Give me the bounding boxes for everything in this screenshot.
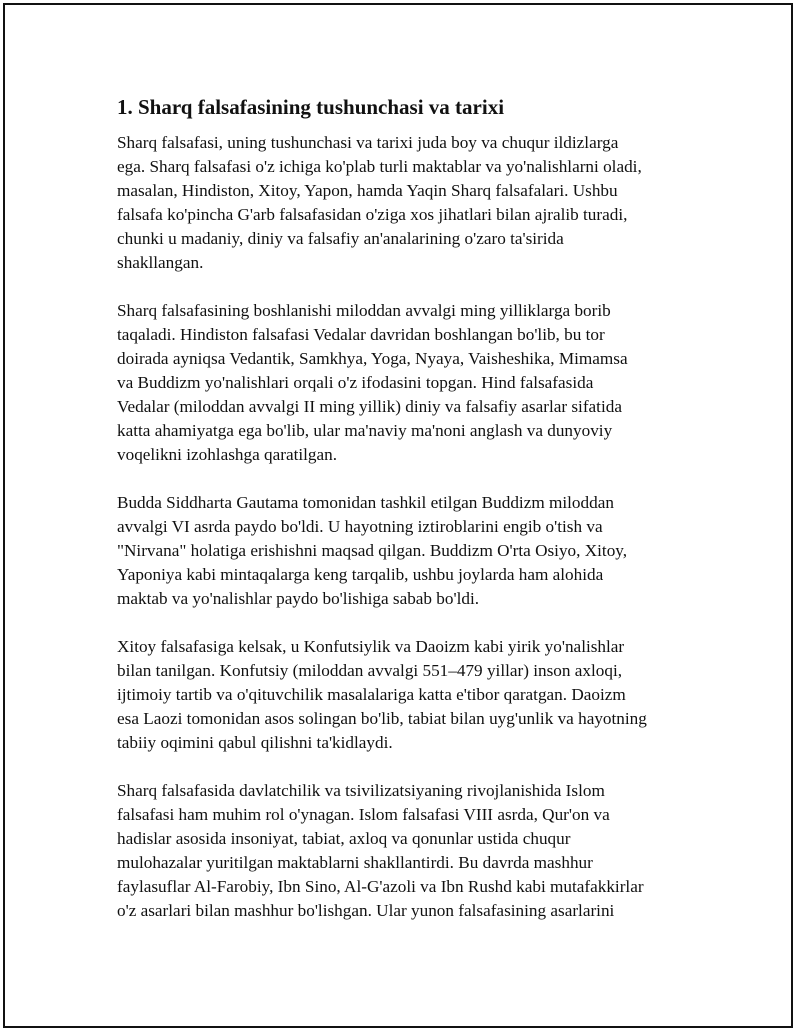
paragraph <box>117 299 677 467</box>
paragraph-line: maktab va yo'nalishlar paydo bo'lishiga sabab bo'ldi. <box>117 589 480 608</box>
paragraph-line: mulohazalar yuritilgan maktablarni shakllantirdi. Bu davrda mashhur <box>117 853 593 872</box>
paragraph-line: Sharq falsafasining boshlanishi miloddan avvalgi ming yilliklarga borib <box>117 301 611 320</box>
paragraph <box>117 491 677 611</box>
paragraph-line: taqaladi. Hindiston falsafasi Vedalar davridan boshlangan bo'lib, bu tor <box>117 325 605 344</box>
paragraph-line: "Nirvana" holatiga erishishni maqsad qilgan. Buddizm O'rta Osiyo, Xitoy, <box>117 541 628 560</box>
paragraph-line: falsafa ko'pincha G'arb falsafasidan o'ziga xos jihatlari bilan ajralib turadi, <box>117 205 628 224</box>
paragraph-line: falsafasi ham muhim rol o'ynagan. Islom falsafasi VIII asrda, Qur'on va <box>117 805 610 824</box>
section-title: 1. Sharq falsafasining tushunchasi va tarixi <box>117 95 505 119</box>
paragraph-line: doirada ayniqsa Vedantik, Samkhya, Yoga, Nyaya, Vaisheshika, Mimamsa <box>117 349 628 368</box>
document-body <box>117 93 677 947</box>
paragraph-line: avvalgi VI asrda paydo bo'ldi. U hayotning iztiroblarini engib o'tish va <box>117 517 603 536</box>
paragraph-line: Budda Siddharta Gautama tomonidan tashkil etilgan Buddizm miloddan <box>117 493 614 512</box>
paragraph-line: faylasuflar Al-Farobiy, Ibn Sino, Al-G'azoli va Ibn Rushd kabi mutafakkirlar <box>117 877 644 896</box>
paragraph-line: katta ahamiyatga ega bo'lib, ular ma'naviy ma'noni anglash va dunyoviy <box>117 421 613 440</box>
paragraph-line: Sharq falsafasida davlatchilik va tsivilizatsiyaning rivojlanishida Islom <box>117 781 605 800</box>
paragraph-line: ijtimoiy tartib va o'qituvchilik masalalariga katta e'tibor qaratgan. Daoizm <box>117 685 626 704</box>
paragraph-line: esa Laozi tomonidan asos solingan bo'lib, tabiat bilan uyg'unlik va hayotning <box>117 709 647 728</box>
paragraph-line: o'z asarlari bilan mashhur bo'lishgan. Ular yunon falsafasining asarlarini <box>117 901 615 920</box>
paragraph-line: ega. Sharq falsafasi o'z ichiga ko'plab turli maktablar va yo'nalishlarni oladi, <box>117 157 642 176</box>
paragraph-line: shakllangan. <box>117 253 204 272</box>
paragraph-line: Vedalar (miloddan avvalgi II ming yillik) diniy va falsafiy asarlar sifatida <box>117 397 622 416</box>
paragraph <box>117 635 677 755</box>
paragraph-line: masalan, Hindiston, Xitoy, Yapon, hamda Yaqin Sharq falsafalari. Ushbu <box>117 181 618 200</box>
paragraph <box>117 779 677 923</box>
paragraph-line: bilan tanilgan. Konfutsiy (miloddan avvalgi 551–479 yillar) inson axloqi, <box>117 661 623 680</box>
paragraph-line: chunki u madaniy, diniy va falsafiy an'analarining o'zaro ta'sirida <box>117 229 564 248</box>
paragraph-line: Xitoy falsafasiga kelsak, u Konfutsiylik va Daoizm kabi yirik yo'nalishlar <box>117 637 625 656</box>
paragraph-container <box>117 131 677 923</box>
paragraph <box>117 131 677 275</box>
paragraph-line: Yaponiya kabi mintaqalarga keng tarqalib, ushbu joylarda ham alohida <box>117 565 604 584</box>
paragraph-line: tabiiy oqimini qabul qilishni ta'kidlaydi. <box>117 733 393 752</box>
paragraph-line: va Buddizm yo'nalishlari orqali o'z ifodasini topgan. Hind falsafasida <box>117 373 594 392</box>
paragraph-line: hadislar asosida insoniyat, tabiat, axloq va qonunlar ustida chuqur <box>117 829 571 848</box>
paragraph-line: voqelikni izohlashga qaratilgan. <box>117 445 338 464</box>
paragraph-line: Sharq falsafasi, uning tushunchasi va tarixi juda boy va chuqur ildizlarga <box>117 133 619 152</box>
